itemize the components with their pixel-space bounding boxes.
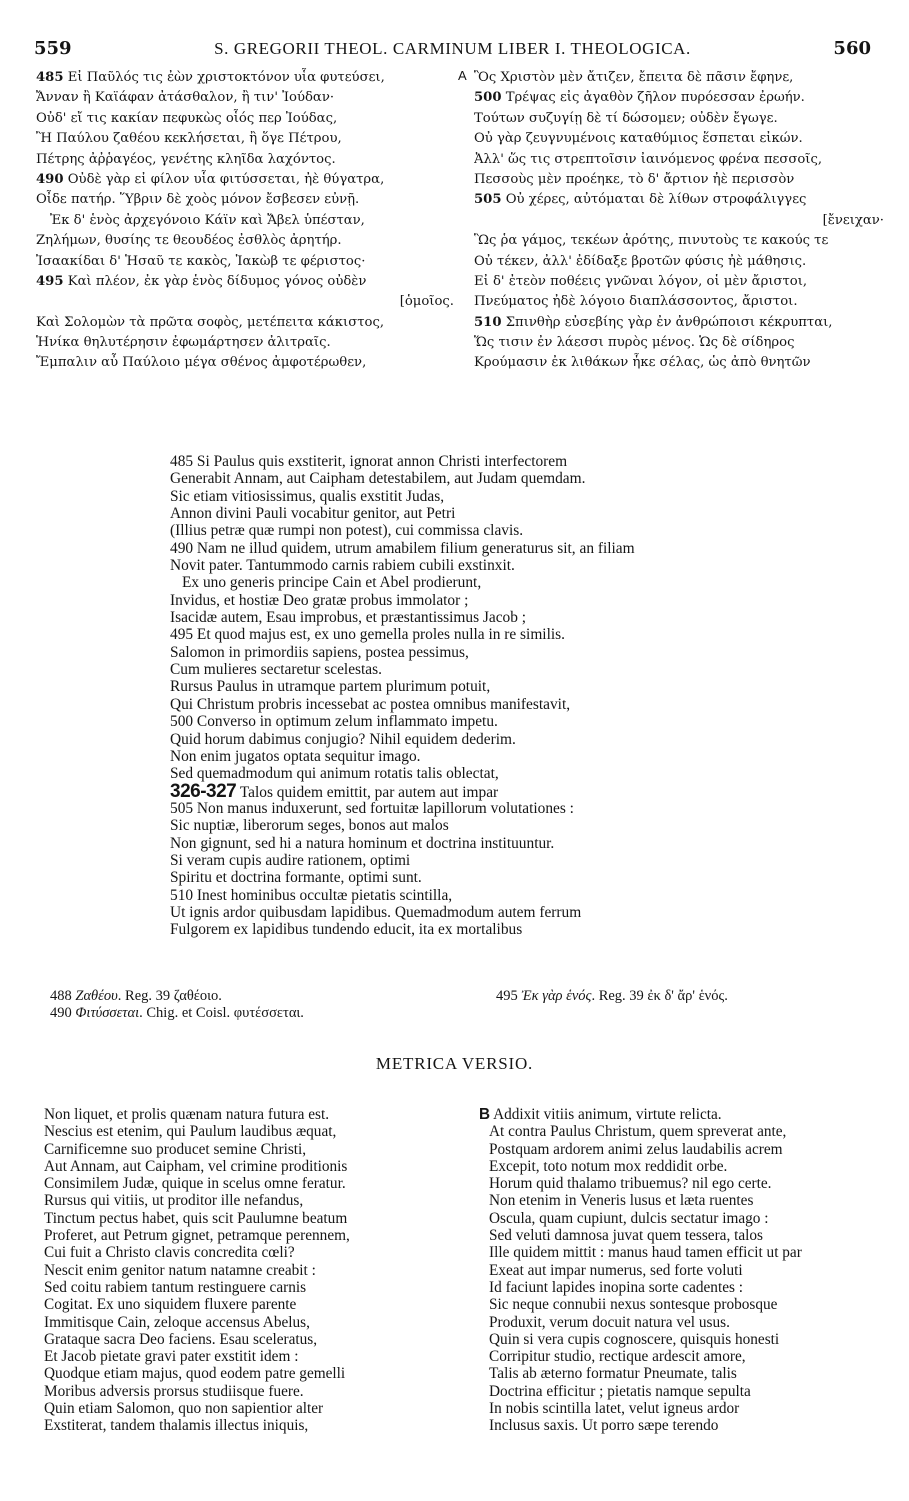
latin-line bbox=[170, 609, 810, 626]
running-header bbox=[34, 38, 871, 60]
metrica-line-text: Excepit, toto notum mox reddidit orbe. bbox=[489, 1157, 728, 1175]
greek-verse-line bbox=[36, 190, 454, 210]
metrica-line-text: Moribus adversis prorsus studiisque fuere. bbox=[44, 1382, 304, 1400]
latin-line-text: Annon divini Pauli vocabitur genitor, aut Petri bbox=[170, 505, 456, 523]
latin-line bbox=[170, 852, 810, 869]
critical-notes-right bbox=[496, 988, 728, 1005]
latin-line-text: Ut ignis ardor quibusdam lapidibus. Quemadmodum autem ferrum bbox=[170, 903, 582, 921]
metrica-line bbox=[479, 1175, 889, 1192]
note-lemma: Ἐκ γὰρ ἑνός bbox=[521, 988, 592, 1004]
latin-line bbox=[170, 540, 810, 557]
metrica-line-text: Sic neque connubii nexus sontesque probosque bbox=[489, 1296, 778, 1314]
latin-line-text: Talos quidem emittit, par autem aut impar bbox=[239, 783, 499, 801]
critical-note bbox=[496, 988, 728, 1005]
verse-number: 485 bbox=[36, 70, 64, 85]
greek-text-right-column bbox=[474, 68, 884, 374]
critical-note bbox=[50, 1005, 304, 1022]
verse-number: 490 bbox=[36, 171, 64, 187]
metrica-line bbox=[44, 1158, 444, 1175]
metrica-line-text: Non etenim in Veneris lusus et læta ruentes bbox=[489, 1192, 754, 1210]
metrica-line-text: Carnificemne suo producet semine Christi, bbox=[44, 1140, 307, 1158]
metrica-line-text: Nescit enim genitor natum natamne creabit : bbox=[44, 1261, 316, 1279]
metrica-line bbox=[479, 1417, 889, 1434]
verse-text: Οὐ τέκεν, ἀλλ' ἐδίδαξε βροτῶν φύσις ἠὲ μάθησις. bbox=[474, 253, 807, 269]
note-verse-number: 490 bbox=[50, 1005, 72, 1021]
note-verse-number: 495 bbox=[496, 988, 518, 1004]
latin-line-text: 485 Si Paulus quis exstiterit, ignorat annon Christi interfectorem bbox=[170, 453, 568, 470]
metrica-line-text: Et Jacob pietate gravi pater exstitit idem : bbox=[44, 1348, 299, 1366]
latin-line-text: 500 Converso in optimum zelum inflammato impetu. bbox=[170, 713, 498, 731]
metrica-line-text: Horum quid thalamo tribuemus? nil ego certe. bbox=[489, 1175, 772, 1193]
latin-line bbox=[170, 592, 810, 609]
greek-verse-line bbox=[36, 109, 454, 129]
metrica-line bbox=[479, 1279, 889, 1296]
latin-line bbox=[170, 488, 810, 505]
metrica-line bbox=[44, 1314, 444, 1331]
greek-text-left-column bbox=[36, 68, 454, 374]
verse-text: Εἰ δ' ἐτεὸν ποθέεις γνῶναι λόγον, οἱ μὲν ἄριστοι, bbox=[474, 273, 808, 289]
greek-verse-line bbox=[474, 272, 884, 292]
latin-line bbox=[170, 765, 810, 782]
latin-line bbox=[170, 921, 810, 938]
running-title: S. GREGORII THEOL. CARMINUM LIBER I. THEOLOGICA. bbox=[214, 39, 691, 58]
verse-number: 495 bbox=[36, 273, 64, 289]
latin-line bbox=[170, 574, 810, 591]
metrica-line bbox=[44, 1365, 444, 1382]
greek-verse-line bbox=[474, 170, 884, 190]
latin-line-text: 495 Et quod majus est, ex uno gemella proles nulla in re similis. bbox=[170, 626, 565, 644]
metrica-line bbox=[479, 1296, 889, 1313]
critical-notes-left bbox=[50, 988, 304, 1022]
metrica-line-text: Quin si vera cupis cognoscere, quisquis honesti bbox=[489, 1330, 780, 1348]
metrica-line-text: Exeat aut impar numerus, sed forte voluti bbox=[489, 1261, 743, 1279]
verse-text: Ἐκ δ' ἑνὸς ἀρχεγόνοιο Κάϊν καὶ Ἄβελ ὑπέσταν, bbox=[50, 212, 365, 228]
metrica-line bbox=[44, 1400, 444, 1417]
page-number-right: 560 bbox=[833, 38, 871, 59]
column-marker-a: A bbox=[458, 68, 467, 83]
verse-number: 500 bbox=[474, 90, 502, 106]
metrica-line-text: At contra Paulus Christum, quem spreverat ante, bbox=[489, 1123, 787, 1141]
metrica-line bbox=[479, 1141, 889, 1158]
latin-line-text: Non enim jugatos optata sequitur imago. bbox=[170, 747, 421, 765]
metrica-line-text: Proferet, aut Petrum gignet, petramque perennem, bbox=[44, 1227, 350, 1245]
metrica-line-text: Grataque sacra Deo faciens. Esau sceleratus, bbox=[44, 1330, 318, 1348]
metrica-line-text: Sed veluti damnosa juvat quem tessera, talos bbox=[489, 1227, 764, 1245]
greek-verse-line bbox=[36, 252, 454, 272]
verse-text: [ἔνειχαν· bbox=[822, 212, 884, 228]
metrica-line bbox=[44, 1262, 444, 1279]
metrica-line bbox=[44, 1192, 444, 1209]
latin-line-text: Sed quemadmodum qui animum rotatis talis oblectat, bbox=[170, 765, 499, 783]
metrica-line-text: Nescius est etenim, qui Paulum laudibus æquat, bbox=[44, 1123, 337, 1141]
verse-text: Καὶ Σολομὼν τὰ πρῶτα σοφὸς, μετέπειτα κάκιστος, bbox=[36, 314, 385, 330]
metrica-line-text: Cui fuit a Christo clavis concredita cœli? bbox=[44, 1244, 295, 1262]
latin-line bbox=[170, 748, 810, 765]
greek-verse-line bbox=[474, 353, 884, 373]
verse-text: Ἄνναν ἢ Καϊάφαν ἀτάσθαλον, ἢ τιν' Ἰούδαν· bbox=[36, 90, 335, 106]
metrica-line-text: In nobis scintilla latet, velut igneus ardor bbox=[489, 1400, 740, 1418]
verse-text: Εἰ Παῦλός τις ἐὼν χριστοκτόνον υἷα φυτεύσει, bbox=[67, 70, 385, 85]
latin-line bbox=[170, 470, 810, 487]
greek-verse-line bbox=[474, 211, 884, 231]
note-reading: . Chig. et Coisl. φυτέσσεται. bbox=[139, 1005, 304, 1021]
metrica-line bbox=[44, 1348, 444, 1365]
metrica-line-text: Quodque etiam majus, quod eodem patre gemelli bbox=[44, 1365, 346, 1383]
latin-line bbox=[170, 678, 810, 695]
latin-line bbox=[170, 626, 810, 643]
metrica-line-text: Addixit vitiis animum, virtute relicta. bbox=[493, 1106, 722, 1123]
latin-line-text: Si veram cupis audire rationem, optimi bbox=[170, 851, 411, 869]
note-lemma: Ζαθέου bbox=[75, 988, 118, 1004]
metrica-line bbox=[479, 1314, 889, 1331]
metrica-line bbox=[479, 1262, 889, 1279]
metrica-line bbox=[44, 1383, 444, 1400]
verse-text: Οὐ χέρες, αὐτόμαται δὲ λίθων στροφάλιγγες bbox=[505, 192, 807, 208]
greek-verse-line bbox=[36, 292, 454, 312]
metrica-line-text: Ille quidem mittit : manus haud tamen efficit ut par bbox=[489, 1244, 802, 1262]
latin-line-text: Sic nuptiæ, liberorum seges, bonos aut malos bbox=[170, 817, 449, 835]
greek-verse-line bbox=[36, 211, 454, 231]
latin-line bbox=[170, 557, 810, 574]
greek-verse-line bbox=[36, 272, 454, 292]
greek-verse-line bbox=[474, 190, 884, 210]
note-reading: . Reg. 39 ἐκ δ' ἄρ' ἑνός. bbox=[591, 988, 728, 1004]
greek-verse-line bbox=[36, 129, 454, 149]
metrica-line-text: Immitisque Cain, zeloque accensus Abelus, bbox=[44, 1313, 310, 1331]
greek-verse-line bbox=[474, 150, 884, 170]
greek-verse-line bbox=[36, 313, 454, 333]
verse-text: Τούτων συζυγίῃ δὲ τί δώσομεν; οὐδὲν ἔγωγε. bbox=[474, 110, 778, 126]
note-reading: . Reg. 39 ζαθέοιο. bbox=[117, 988, 222, 1004]
verse-text: Οὐ γὰρ ζευγνυμένοις καταθύμιος ἕσπεται εἰκών. bbox=[474, 131, 803, 147]
latin-line bbox=[170, 505, 810, 522]
verse-text: Οἶδε πατήρ. Ὕβριν δὲ χοὸς μόνον ἔσβεσεν εὐνῇ. bbox=[36, 192, 360, 208]
verse-text: Ὣς ῥα γάμος, τεκέων ἀρότης, πινυτοὺς τε κακούς τε bbox=[474, 233, 829, 249]
metrica-line bbox=[44, 1123, 444, 1140]
latin-line-text: 490 Nam ne illud quidem, utrum amabilem filium generaturus sit, an filiam bbox=[170, 539, 635, 557]
verse-text: Ἰσαακίδαι δ' Ἡσαῦ τε κακὸς, Ἰακὼβ τε φέριστος· bbox=[36, 253, 366, 269]
greek-verse-line bbox=[474, 333, 884, 353]
latin-line bbox=[170, 731, 810, 748]
greek-verse-line bbox=[474, 252, 884, 272]
verse-text: Ἔμπαλιν αὖ Παύλοιο μέγα σθένος ἀμφοτέρωθεν, bbox=[36, 355, 367, 371]
latin-line-text: Sic etiam vitiosissimus, qualis exstitit Judas, bbox=[170, 487, 445, 505]
latin-line-text: (Illius petræ quæ rumpi non potest), cui commissa clavis. bbox=[170, 522, 524, 540]
note-lemma: Φιτύσσεται bbox=[75, 1005, 140, 1021]
metrica-line-text: Cogitat. Ex uno siquidem fluxere parente bbox=[44, 1296, 297, 1314]
critical-note bbox=[50, 988, 304, 1005]
metrica-line-text: Corripitur studio, rectique ardescit amore, bbox=[489, 1348, 746, 1366]
metrica-line bbox=[44, 1244, 444, 1261]
verse-number: 505 bbox=[474, 192, 502, 208]
page-number-left: 559 bbox=[34, 38, 72, 59]
metrica-line bbox=[479, 1244, 889, 1261]
metrica-line-text: Oscula, quam cupiunt, dulcis sectatur imago : bbox=[489, 1209, 769, 1227]
metrica-line-text: Tinctum pectus habet, quis scit Paulumne beatum bbox=[44, 1209, 348, 1227]
verse-text: [ὁμοῖος. bbox=[399, 294, 454, 310]
latin-line-text: Generabit Annam, aut Caipham detestabilem, aut Judam quemdam. bbox=[170, 470, 586, 488]
metrica-line bbox=[44, 1175, 444, 1192]
latin-line bbox=[170, 800, 810, 817]
metrica-line-text: Aut Annam, aut Caipham, vel crimine proditionis bbox=[44, 1157, 348, 1175]
latin-line bbox=[170, 817, 810, 834]
metrica-line bbox=[479, 1227, 889, 1244]
latin-translation-block bbox=[170, 453, 810, 939]
greek-verse-line bbox=[36, 88, 454, 108]
latin-line-text: Quid horum dabimus conjugio? Nihil equidem dederim. bbox=[170, 730, 516, 748]
metrica-line bbox=[479, 1400, 889, 1417]
metrica-line-text: Produxit, verum docuit natura vel usus. bbox=[489, 1313, 730, 1331]
metrica-line-text: Id faciunt lapides inopina sorte cadentes : bbox=[489, 1278, 744, 1296]
metrica-line bbox=[44, 1227, 444, 1244]
latin-line-text: 510 Inest hominibus occultæ pietatis scintilla, bbox=[170, 886, 453, 904]
greek-verse-line bbox=[36, 333, 454, 353]
greek-verse-line bbox=[474, 292, 884, 312]
metrica-line-text: Exstiterat, tandem thalamis illectus iniquis, bbox=[44, 1417, 309, 1435]
verse-text: Πνεύματος ἠδὲ λόγοιο διαπλάσσοντος, ἄριστοι. bbox=[474, 294, 798, 310]
verse-text: Ζηλήμων, θυσίης τε θεουδέος ἐσθλὸς ἀρητήρ. bbox=[36, 233, 342, 249]
note-verse-number: 488 bbox=[50, 988, 72, 1004]
metrica-line bbox=[479, 1123, 889, 1140]
greek-verse-line bbox=[36, 353, 454, 373]
greek-verse-line bbox=[36, 170, 454, 190]
latin-line bbox=[170, 661, 810, 678]
verse-text: Πεσσοὺς μὲν προέηκε, τὸ δ' ἄρτιον ἠὲ περισσὸν bbox=[474, 171, 795, 187]
metrica-line bbox=[479, 1383, 889, 1400]
latin-line bbox=[170, 644, 810, 661]
verse-text: Σπινθὴρ εὐσεβίης γὰρ ἐν ἀνθρώποισι κέκρυπται, bbox=[505, 314, 833, 330]
latin-line-text: 505 Non manus induxerunt, sed fortuitæ lapillorum volutationes : bbox=[170, 799, 574, 817]
greek-verse-line bbox=[474, 109, 884, 129]
greek-verse-line bbox=[474, 68, 884, 88]
verse-text: Πέτρης ἀῤῥαγέος, γενέτης κληῖδα λαχόντος. bbox=[36, 151, 336, 167]
metrica-line bbox=[44, 1331, 444, 1348]
latin-line bbox=[170, 780, 810, 802]
column-reference-number: 326-327 bbox=[170, 780, 237, 802]
verse-text: Καὶ πλέον, ἐκ γὰρ ἑνὸς δίδυμος γόνος οὐδὲν bbox=[67, 273, 367, 289]
latin-line-text: Cum mulieres sectaretur scelestas. bbox=[170, 661, 382, 679]
latin-line-text: Invidus, et hostiæ Deo gratæ probus immolator ; bbox=[170, 591, 469, 609]
verse-text: Ἡνίκα θηλυτέρησιν ἐφωμάρτησεν ἀλιτραῖς. bbox=[36, 335, 331, 351]
metrica-line bbox=[479, 1158, 889, 1175]
metrica-line-text: Inclusus saxis. Ut porro sæpe terendo bbox=[489, 1417, 719, 1435]
column-marker-b: B bbox=[479, 1106, 491, 1123]
metrica-line bbox=[479, 1331, 889, 1348]
metrica-line bbox=[44, 1141, 444, 1158]
latin-line-text: Spiritu et doctrina formante, optimi sunt. bbox=[170, 869, 422, 887]
latin-line bbox=[170, 887, 810, 904]
latin-line bbox=[170, 522, 810, 539]
metrica-line bbox=[479, 1106, 889, 1123]
metrica-line-text: Quin etiam Salomon, quo non sapientior alter bbox=[44, 1400, 324, 1418]
section-title: METRICA VERSIO. bbox=[375, 1054, 534, 1073]
metrica-line bbox=[44, 1279, 444, 1296]
latin-line-text: Non gignunt, sed hi a natura hominum et doctrina instituuntur. bbox=[170, 834, 555, 852]
metrica-line bbox=[44, 1210, 444, 1227]
latin-line bbox=[170, 713, 810, 730]
verse-text: Ἢ Παύλου ζαθέου κεκλήσεται, ἢ ὅγε Πέτρου, bbox=[36, 131, 342, 147]
latin-line bbox=[170, 835, 810, 852]
metrica-line bbox=[479, 1210, 889, 1227]
latin-line bbox=[170, 696, 810, 713]
latin-line bbox=[170, 869, 810, 886]
latin-line-text: Salomon in primordiis sapiens, postea pessimus, bbox=[170, 643, 469, 661]
metrica-line bbox=[44, 1106, 444, 1123]
greek-verse-line bbox=[36, 231, 454, 251]
greek-verse-line bbox=[474, 231, 884, 251]
metrica-line-text: Talis ab æterno formatur Pneumate, talis bbox=[489, 1365, 737, 1383]
metrica-line-text: Doctrina efficitur ; pietatis namque sepulta bbox=[489, 1382, 751, 1400]
greek-verse-line bbox=[36, 68, 454, 88]
latin-line-text: Isacidæ autem, Esau improbus, et præstantissimus Jacob ; bbox=[170, 609, 527, 627]
verse-text: Οὐδὲ γὰρ εἰ φίλον υἷα φιτύσσεται, ἠὲ θύγατρα, bbox=[67, 171, 385, 187]
greek-verse-line bbox=[474, 313, 884, 333]
latin-line-text: Rursus Paulus in utramque partem plurimum potuit, bbox=[170, 678, 491, 696]
metrica-line-text: Consimilem Judæ, quique in scelus omne feratur. bbox=[44, 1175, 346, 1193]
latin-line-text: Fulgorem ex lapidibus tundendo educit, ita ex mortalibus bbox=[170, 921, 523, 939]
latin-line-text: Qui Christum probris incessebat ac postea omnibus manifestavit, bbox=[170, 695, 571, 713]
verse-text: Κρούμασιν ἐκ λιθάκων ἧκε σέλας, ὡς ἀπὸ θνητῶν bbox=[474, 355, 811, 371]
latin-line-text: Novit pater. Tantummodo carnis rabiem cubili exstinxit. bbox=[170, 557, 515, 575]
greek-verse-line bbox=[474, 129, 884, 149]
metrica-line-text: Non liquet, et prolis quænam natura futura est. bbox=[44, 1106, 330, 1123]
metrica-line-text: Postquam ardorem animi zelus laudabilis acrem bbox=[489, 1140, 783, 1158]
latin-line-text: Ex uno generis principe Cain et Abel prodierunt, bbox=[182, 574, 482, 592]
metrica-line bbox=[44, 1417, 444, 1434]
greek-verse-line bbox=[36, 150, 454, 170]
verse-text: Ὥς τισιν ἐν λάεσσι πυρὸς μένος. Ὡς δὲ σίδηρος bbox=[474, 335, 795, 351]
metrica-line-text: Sed coitu rabiem tantum restinguere carnis bbox=[44, 1278, 307, 1296]
latin-line bbox=[170, 453, 810, 470]
verse-text: Οὐδ' εἴ τις κακίαν πεφυκὼς οἷός περ Ἰούδας, bbox=[36, 110, 338, 126]
metrica-versio-left-column bbox=[44, 1106, 444, 1435]
metrica-line bbox=[479, 1348, 889, 1365]
verse-number: 510 bbox=[474, 314, 502, 330]
metrica-line bbox=[479, 1365, 889, 1382]
metrica-line-text: Rursus qui vitiis, ut proditor ille nefandus, bbox=[44, 1192, 304, 1210]
verse-text: Ὃς Χριστὸν μὲν ἄτιζεν, ἔπειτα δὲ πᾶσιν ἔφηνε, bbox=[474, 70, 794, 85]
verse-text: Ἀλλ' ὥς τις στρεπτοῖσιν ἰαινόμενος φρένα πεσσοῖς, bbox=[474, 151, 823, 167]
verse-text: Τρέψας εἰς ἀγαθὸν ζῆλον πυρόεσσαν ἐρωήν. bbox=[505, 90, 805, 106]
metrica-line bbox=[44, 1296, 444, 1313]
latin-line bbox=[170, 904, 810, 921]
metrica-line bbox=[479, 1192, 889, 1209]
metrica-versio-right-column bbox=[479, 1106, 889, 1435]
greek-verse-line bbox=[474, 88, 884, 108]
